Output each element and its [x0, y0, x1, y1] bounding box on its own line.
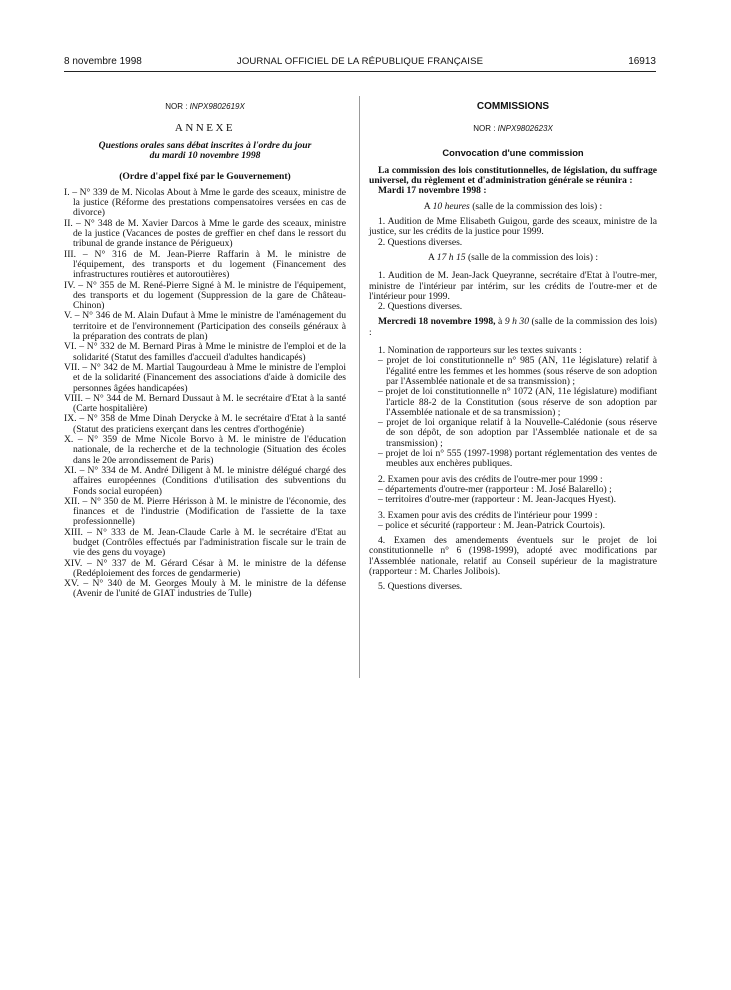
ordre-title: (Ordre d'appel fixé par le Gouvernement) [119, 170, 291, 182]
left-column [64, 102, 346, 600]
day-heading-1: Mardi 17 novembre 1998 : [378, 185, 487, 197]
question-item: XII. – N° 350 de M. Pierre Hérisson à M. le ministre de l'économie, des finances et de l'industrie (Modification de l'assiette de la taxe professionnelle) [64, 495, 346, 528]
agenda-item: 5. Questions diverses. [378, 581, 463, 593]
agenda-item: 2. Questions diverses. [378, 236, 463, 248]
nor-code: INPX9802623X [497, 124, 553, 134]
nor-code: INPX9802619X [189, 102, 245, 111]
header-rule [64, 71, 656, 72]
nor-reference [64, 102, 346, 112]
nor-reference-right [369, 124, 657, 134]
questions-title-line1: Questions orales sans débat inscrites à l'ordre du jour [98, 139, 312, 151]
column-divider [359, 96, 360, 678]
question-item: IX. – N° 358 de Mme Dinah Derycke à M. le secrétaire d'Etat à la santé (Statut des praticiens exerçant dans les centres d'orthogénie) [64, 413, 346, 435]
day-heading-2: Mercredi 18 novembre 1998, à 9 h 30 (salle de la commission des lois) : [369, 316, 657, 338]
questions-title-line2: du mardi 10 novembre 1998 [149, 149, 261, 161]
convocation-title: Convocation d'une commission [442, 146, 584, 158]
agenda-subitem: – projet de loi constitutionnelle n° 1072 (AN, 11e législature) modifiant l'article 88-2 de la Constitution (sous réserve de son adoption par l'Assemblée nationale et de sa transmission) ; [378, 386, 657, 418]
question-item: III. – N° 316 de M. Jean-Pierre Raffarin à M. le ministre de l'équipement, des transports et du logement (Financement des infrastructures routières et autoroutières) [64, 248, 346, 281]
time-value: 17 h 15 [436, 251, 466, 263]
questions-list [64, 188, 346, 600]
agenda-item: 1. Audition de M. Jean-Jack Queyranne, secrétaire d'Etat à l'outre-mer, ministre de l'intérieur par intérim, sur les crédits de l'outre-mer et de l'intérieur pour 1999. [369, 270, 657, 302]
question-item: VI. – N° 332 de M. Bernard Piras à Mme le ministre de l'emploi et de la solidarité (Statut des familles d'accueil d'adultes handicapés) [64, 341, 346, 363]
question-item: X. – N° 359 de Mme Nicole Borvo à M. le ministre de l'éducation nationale, de la recherche et de la technologie (Situation des écoles dans le 20e arrondissement de Paris) [64, 434, 346, 466]
question-item: VII. – N° 342 de M. Martial Taugourdeau à Mme le ministre de l'emploi et de la solidarité (Financement des associations d'aide à domicile des personnes âgées handicapées) [64, 361, 346, 394]
session-time-2: A 17 h 15 (salle de la commission des lois) : [427, 251, 599, 263]
right-column [369, 102, 657, 593]
agenda-subitem: – départements d'outre-mer (rapporteur : M. José Balarello) ; [378, 483, 612, 495]
commissions-heading: COMMISSIONS [476, 101, 550, 112]
agenda-item: 3. Examen pour avis des crédits de l'intérieur pour 1999 : [378, 509, 598, 521]
question-item: XV. – N° 340 de M. Georges Mouly à M. le ministre de la défense (Avenir de l'unité de GIAT industries de Tulle) [64, 578, 346, 600]
agenda-subitem: – projet de loi constitutionnelle n° 985 (AN, 11e législature) relatif à l'égalité entre les femmes et les hommes (sous réserve de son adoption par l'Assemblée nationale et de sa transmission) ; [378, 355, 657, 387]
time-value: 10 heures [432, 200, 470, 212]
questions-title [64, 141, 346, 161]
intro-paragraph: La commission des lois constitutionnelles, de législation, du suffrage universel, du règlement et d'administration générale se réunira : [369, 164, 657, 187]
agenda-item: 4. Examen des amendements éventuels sur le projet de loi constitutionnelle n° 6 (1998-1999), adopté avec modifications par l'Assemblée nationale, relatif au Conseil supérieur de la magistrature (rapporteur : M. Charles Jolibois). [369, 535, 657, 577]
time-value: 9 h 30 [504, 316, 530, 328]
agenda-subitem: – projet de loi n° 555 (1997-1998) portant réglementation des ventes de meubles aux enchères publiques. [378, 448, 657, 470]
question-item: IV. – N° 355 de M. René-Pierre Signé à M. le ministre de l'équipement, des transports et du logement (Suppression de la gare de Château-Chinon) [64, 279, 346, 312]
nor-label: NOR : [473, 124, 496, 134]
header-date: 8 novembre 1998 [64, 56, 142, 67]
agenda-item: 2. Questions diverses. [378, 301, 463, 313]
journal-title: JOURNAL OFFICIEL DE LA RÉPUBLIQUE FRANÇAISE [236, 56, 484, 67]
agenda-item: 1. Nomination de rapporteurs sur les textes suivants : [378, 345, 582, 357]
nor-label: NOR : [165, 102, 188, 111]
question-item: V. – N° 346 de M. Alain Dufaut à Mme le ministre de l'aménagement du territoire et de l'environnement (Participation des conseils généraux à la préparation des contrats de plan) [64, 310, 346, 343]
session-time-1: A 10 heures (salle de la commission des lois) : [423, 200, 603, 212]
question-item: XIV. – N° 337 de M. Gérard César à M. le ministre de la défense (Redéploiement des forces de gendarmerie) [64, 557, 346, 579]
agenda-item: 1. Audition de Mme Elisabeth Guigou, garde des sceaux, ministre de la justice, sur les crédits de la justice pour 1999. [369, 216, 657, 238]
question-item: XI. – N° 334 de M. André Diligent à M. le ministre délégué chargé des affaires européennes (Conditions d'utilisation des subventions du Fonds social européen) [64, 464, 346, 497]
agenda-item: 2. Examen pour avis des crédits de l'outre-mer pour 1999 : [378, 473, 603, 485]
agenda-subitem: – territoires d'outre-mer (rapporteur : M. Jean-Jacques Hyest). [378, 494, 617, 506]
page-number: 16913 [628, 56, 656, 67]
page-header [64, 56, 656, 70]
question-item: II. – N° 348 de M. Xavier Darcos à Mme le garde des sceaux, ministre de la justice (Vacances de postes de greffier en chef dans le ressort du tribunal de grande instance de Périgueux) [64, 217, 346, 250]
question-item: XIII. – N° 333 de M. Jean-Claude Carle à M. le secrétaire d'Etat au budget (Contrôles effectués par l'administration fiscale sur le train de vie des gens du voyage) [64, 526, 346, 559]
agenda-subitem: – projet de loi organique relatif à la Nouvelle-Calédonie (sous réserve de son dépôt, de son adoption par l'Assemblée nationale et de sa transmission) ; [378, 417, 657, 449]
agenda-subitem: – police et sécurité (rapporteur : M. Jean-Patrick Courtois). [378, 519, 605, 531]
annexe-heading: ANNEXE [174, 122, 236, 135]
question-item: VIII. – N° 344 de M. Bernard Dussaut à M. le secrétaire d'Etat à la santé (Carte hospitalière) [64, 392, 346, 415]
question-item: I. – N° 339 de M. Nicolas About à Mme le garde des sceaux, ministre de la justice (Réforme des prestations compensatoires versées en cas de divorce) [64, 186, 346, 219]
